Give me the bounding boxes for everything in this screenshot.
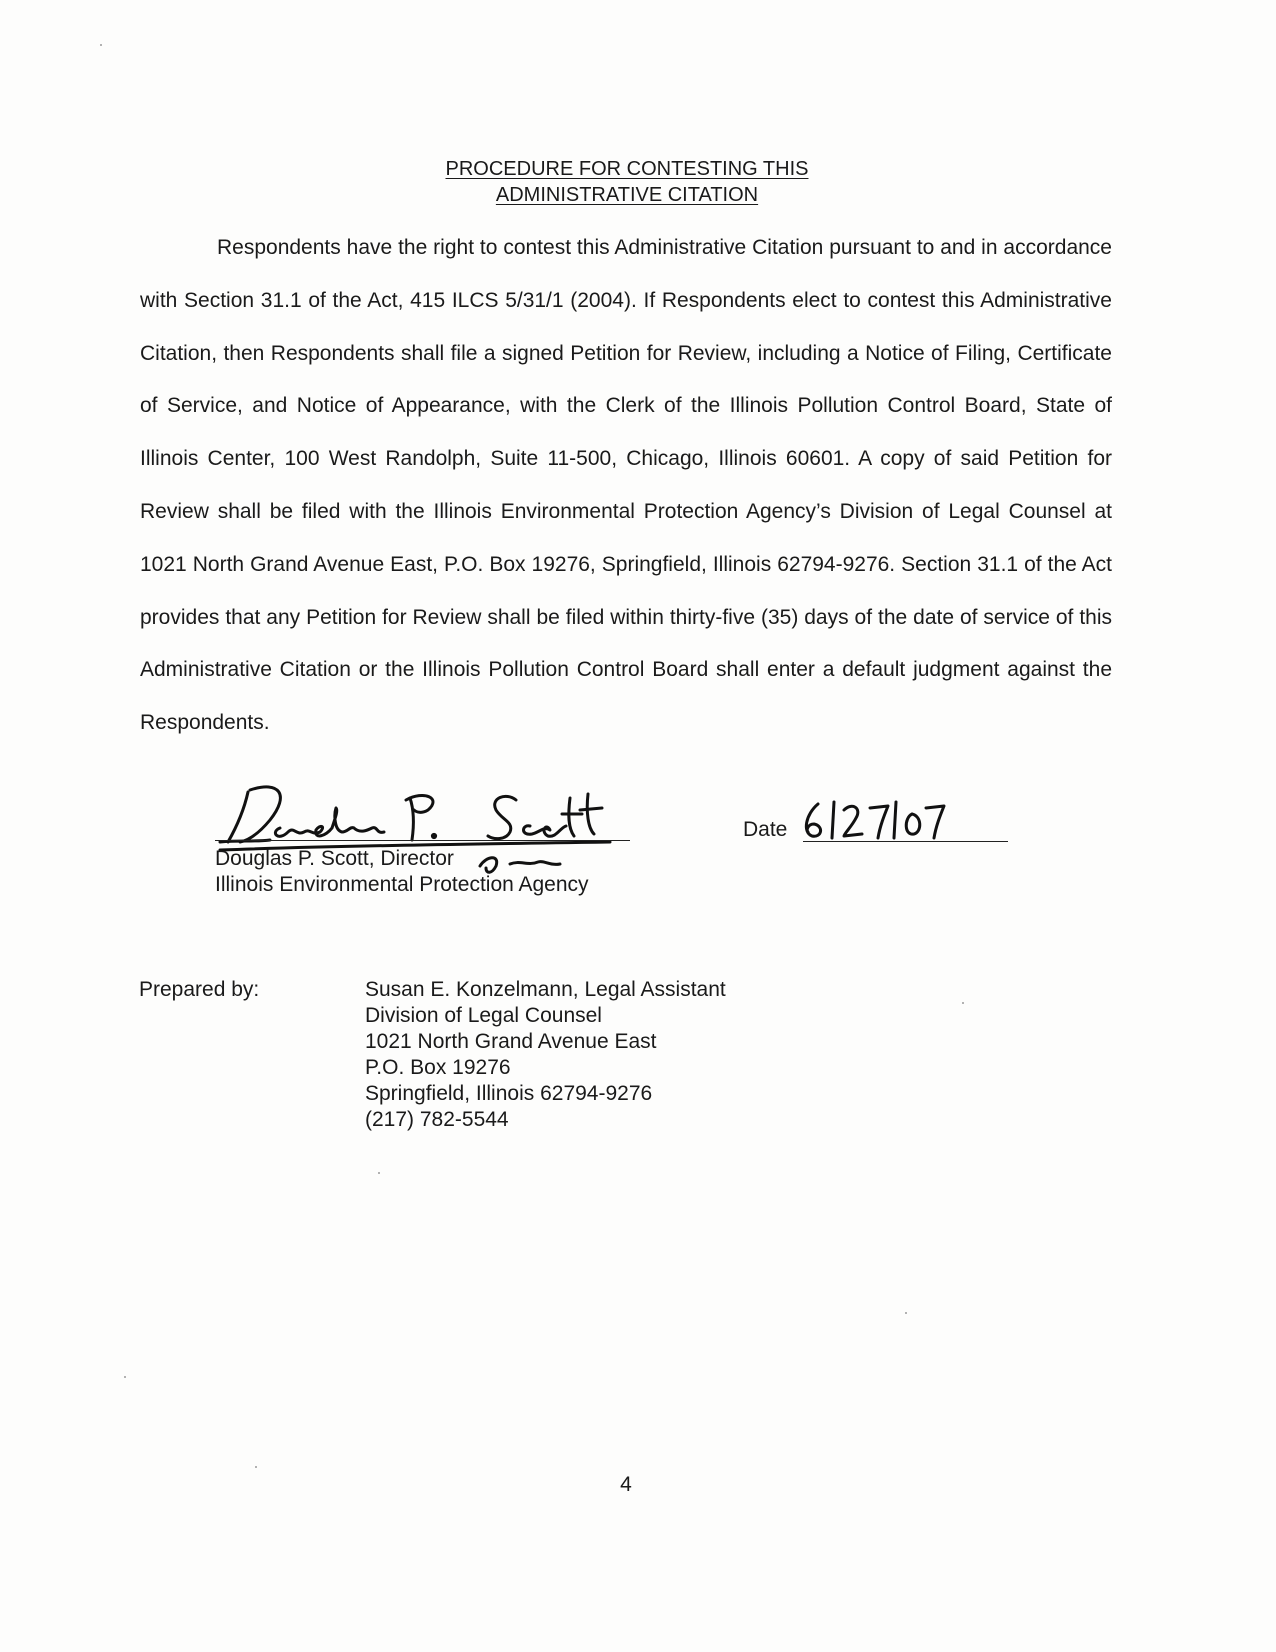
prepared-by-label: Prepared by: [139,978,260,1001]
scan-speck [100,44,102,46]
scan-speck [962,1002,964,1004]
scan-speck [378,1172,380,1174]
preparer-division: Division of Legal Counsel [365,1004,602,1027]
signer-agency: Illinois Environmental Protection Agency [215,873,589,896]
scan-speck [905,1312,907,1314]
preparer-city-state-zip: Springfield, Illinois 62794-9276 [365,1082,653,1105]
heading-line-2: ADMINISTRATIVE CITATION [495,184,759,206]
page-number: 4 [620,1473,632,1496]
scan-speck [255,1466,257,1468]
preparer-phone: (217) 782-5544 [365,1108,509,1131]
date-label: Date [743,818,788,841]
preparer-name: Susan E. Konzelmann, Legal Assistant [365,978,726,1001]
handwritten-date [800,796,950,846]
signature-line [215,840,630,841]
scan-speck [124,1376,126,1378]
procedure-paragraph: Respondents have the right to contest this Administrative Citation pursuant to and in accordance with Section 31.1 of the Act, 415 ILCS 5/31/1 (2004). If Respondents elect to contest this Administrative Citation, then Respondents shall file a signed Petition for Review, including a Notice of Filing, Certificate of Service, and Notice of Appearance, with the Clerk of the Illinois Pollution Control Board, State of Illinois Center, 100 West Randolph, Suite 11-500, Chicago, Illinois 60601. A copy of said Petition for Review shall be filed with the Illinois Environmental Protection Agency’s Division of Legal Counsel at 1021 North Grand Avenue East, P.O. Box 19276, Springfield, Illinois 62794-9276. Section 31.1 of the Act provides that any Petition for Review shall be filed within thirty-five (35) days of the date of service of this Administrative Citation or the Illinois Pollution Control Board shall enter a default judgment against the Respondents. [140,236,1112,735]
signer-name-title: Douglas P. Scott, Director [215,847,454,870]
heading-line-1: PROCEDURE FOR CONTESTING THIS [445,158,809,180]
preparer-contact-block [365,977,726,1133]
document-heading [0,156,1254,208]
preparer-street: 1021 North Grand Avenue East [365,1030,657,1053]
preparer-po-box: P.O. Box 19276 [365,1056,511,1079]
